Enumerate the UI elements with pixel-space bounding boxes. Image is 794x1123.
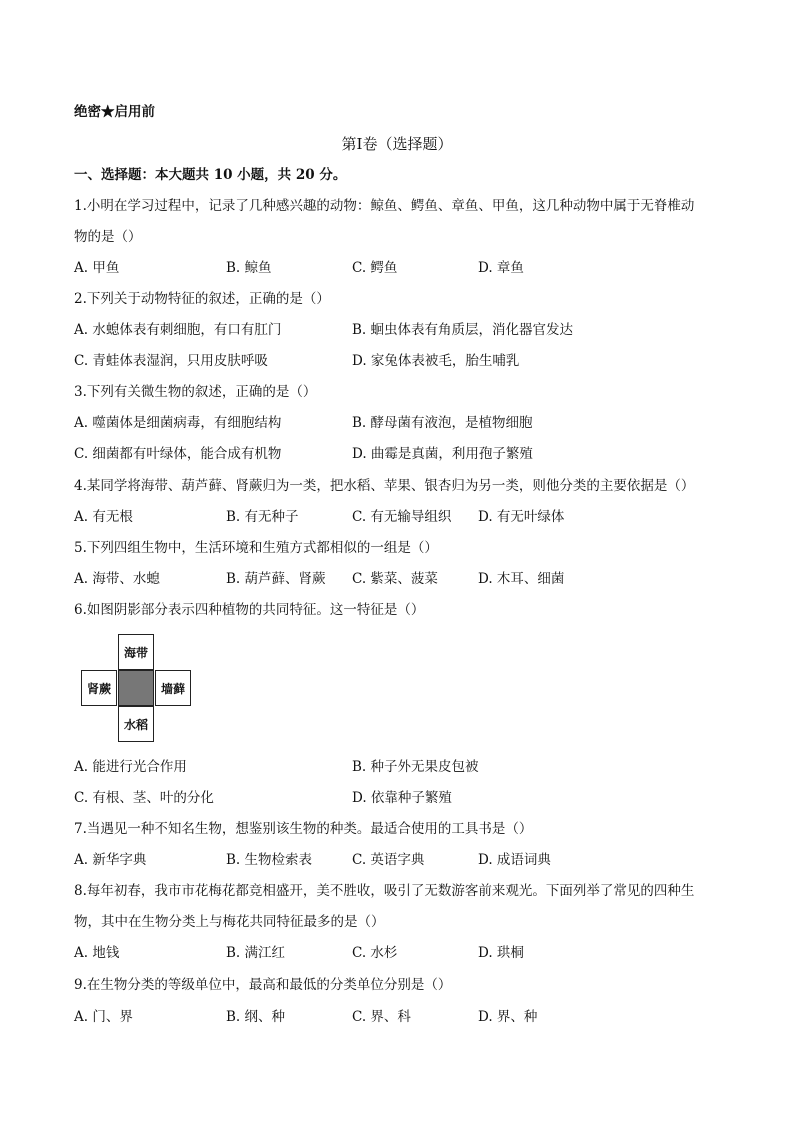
question-1-stem-cont: 物的是（） bbox=[74, 229, 142, 245]
q6-option-c: C. 有根、茎、叶的分化 bbox=[74, 790, 214, 806]
q1-option-b: B. 鲸鱼 bbox=[226, 260, 272, 276]
q4-option-b: B. 有无种子 bbox=[226, 509, 299, 525]
question-6-stem: 6.如图阴影部分表示四种植物的共同特征。这一特征是（） bbox=[74, 602, 425, 618]
q5-option-c: C. 紫菜、菠菜 bbox=[352, 571, 438, 587]
q2-option-c: C. 青蛙体表湿润，只用皮肤呼吸 bbox=[74, 353, 268, 369]
q3-option-b: B. 酵母菌有液泡，是植物细胞 bbox=[352, 415, 533, 431]
q5-option-a: A. 海带、水螅 bbox=[74, 571, 160, 587]
question-8-stem-cont: 物，其中在生物分类上与梅花共同特征最多的是（） bbox=[74, 914, 385, 930]
q6-option-d: D. 依靠种子繁殖 bbox=[352, 790, 452, 806]
q1-option-c: C. 鳄鱼 bbox=[352, 260, 398, 276]
q7-option-d: D. 成语词典 bbox=[478, 852, 551, 868]
secret-label: 绝密★启用前 bbox=[74, 104, 155, 120]
q1-option-d: D. 章鱼 bbox=[478, 260, 524, 276]
part-heading: 一、选择题：本大题共 10 小题，共 20 分。 bbox=[74, 167, 347, 183]
question-3-stem: 3.下列有关微生物的叙述，正确的是（） bbox=[74, 384, 317, 400]
question-1-stem: 1.小明在学习过程中，记录了几种感兴趣的动物：鲸鱼、鳄鱼、章鱼、甲鱼，这几种动物中属于无脊椎动 bbox=[74, 198, 695, 214]
q7-option-b: B. 生物检索表 bbox=[226, 852, 313, 868]
section-title: 第I卷（选择题） bbox=[341, 135, 453, 153]
q9-option-b: B. 纲、种 bbox=[226, 1009, 286, 1025]
q7-option-a: A. 新华字典 bbox=[74, 852, 147, 868]
q4-option-d: D. 有无叶绿体 bbox=[478, 509, 565, 525]
q8-option-d: D. 珙桐 bbox=[478, 945, 524, 961]
q3-option-c: C. 细菌都有叶绿体，能合成有机物 bbox=[74, 446, 282, 462]
q9-option-d: D. 界、种 bbox=[478, 1009, 538, 1025]
q8-option-c: C. 水杉 bbox=[352, 945, 398, 961]
q7-option-c: C. 英语字典 bbox=[352, 852, 425, 868]
diagram-cell-right: 墙藓 bbox=[155, 670, 191, 706]
q5-option-d: D. 木耳、细菌 bbox=[478, 571, 565, 587]
q1-option-a: A. 甲鱼 bbox=[74, 260, 120, 276]
question-5-stem: 5.下列四组生物中，生活环境和生殖方式都相似的一组是（） bbox=[74, 540, 438, 556]
q2-option-b: B. 蛔虫体表有角质层，消化器官发达 bbox=[352, 322, 574, 338]
diagram-shaded-center bbox=[118, 670, 154, 706]
q4-option-a: A. 有无根 bbox=[74, 509, 133, 525]
q3-option-a: A. 噬菌体是细菌病毒，有细胞结构 bbox=[74, 415, 282, 431]
diagram-cell-bottom: 水稻 bbox=[118, 706, 154, 742]
q3-option-d: D. 曲霉是真菌，利用孢子繁殖 bbox=[352, 446, 533, 462]
plant-feature-diagram bbox=[81, 634, 191, 742]
question-2-stem: 2.下列关于动物特征的叙述，正确的是（） bbox=[74, 291, 330, 307]
q5-option-b: B. 葫芦藓、肾蕨 bbox=[226, 571, 326, 587]
diagram-cell-left: 肾蕨 bbox=[81, 670, 117, 706]
diagram-cell-top: 海带 bbox=[118, 634, 154, 670]
question-9-stem: 9.在生物分类的等级单位中，最高和最低的分类单位分别是（） bbox=[74, 977, 452, 993]
q8-option-b: B. 满江红 bbox=[226, 945, 286, 961]
q6-option-b: B. 种子外无果皮包被 bbox=[352, 759, 479, 775]
q9-option-c: C. 界、科 bbox=[352, 1009, 411, 1025]
question-4-stem: 4.某同学将海带、葫芦藓、肾蕨归为一类，把水稻、苹果、银杏归为另一类，则他分类的主要依据是（） bbox=[74, 478, 695, 494]
q8-option-a: A. 地钱 bbox=[74, 945, 120, 961]
q4-option-c: C. 有无输导组织 bbox=[352, 509, 452, 525]
q6-option-a: A. 能进行光合作用 bbox=[74, 759, 187, 775]
question-7-stem: 7.当遇见一种不知名生物，想鉴别该生物的种类。最适合使用的工具书是（） bbox=[74, 821, 533, 837]
q2-option-a: A. 水螅体表有刺细胞，有口有肛门 bbox=[74, 322, 282, 338]
question-8-stem: 8.每年初春，我市市花梅花都竞相盛开，美不胜收，吸引了无数游客前来观光。下面列举了常见的四种生 bbox=[74, 883, 695, 899]
q2-option-d: D. 家兔体表被毛，胎生哺乳 bbox=[352, 353, 520, 369]
q9-option-a: A. 门、界 bbox=[74, 1009, 133, 1025]
